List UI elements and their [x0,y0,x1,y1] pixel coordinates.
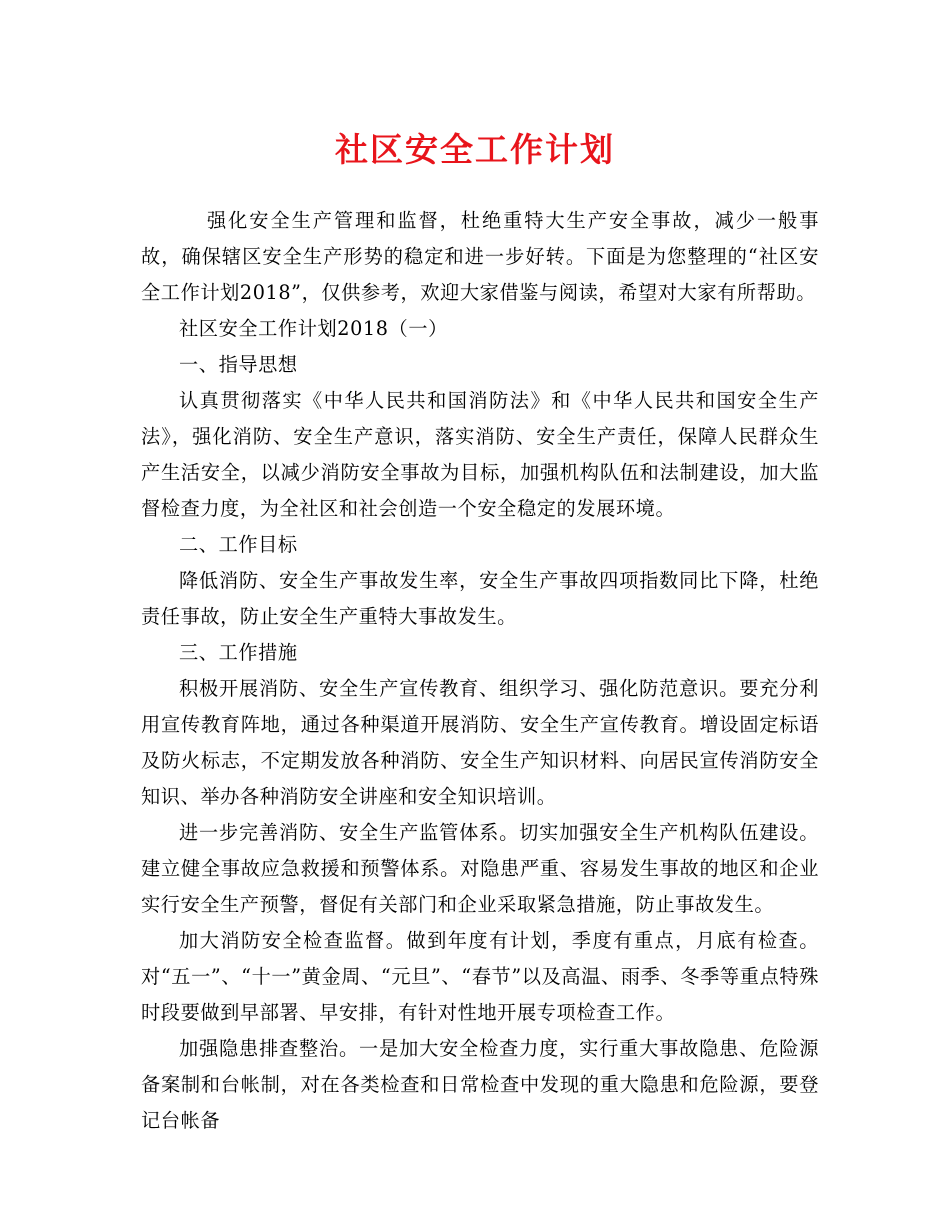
section-heading-plan-one: 社区安全工作计划2018（一） [179,317,448,340]
section-heading-work-goals: 二、工作目标 [179,533,298,556]
section-heading-guiding-thought: 一、指导思想 [179,353,298,376]
document-title: 社区安全工作计划 [335,130,615,169]
paragraph-measure-inspection: 加大消防安全检查监督。做到年度有计划，季度有重点，月底有检查。对“五一”、“十一”黄金周、“元旦”、“春节”以及高温、雨季、冬季等重点特殊时段要做到早部署、早安排，有针对性地开展专项检查工作。 [141,929,819,1024]
paragraph-measure-publicity: 积极开展消防、安全生产宣传教育、组织学习、强化防范意识。要充分利用宣传教育阵地，通过各种渠道开展消防、安全生产宣传教育。增设固定标语及防火标志，不定期发放各种消防、安全生产知识材料、向居民宣传消防安全知识、举办各种消防安全讲座和安全知识培训。 [141,677,819,808]
paragraph-measure-hazard-rectification: 加强隐患排查整治。一是加大安全检查力度，实行重大事故隐患、危险源备案制和台帐制，对在各类检查和日常检查中发现的重大隐患和危险源，要登记台帐备 [141,1037,819,1132]
intro-paragraph: 强化安全生产管理和监督，杜绝重特大生产安全事故，减少一般事故，确保辖区安全生产形势的稳定和进一步好转。下面是为您整理的“社区安全工作计划2018”，仅供参考，欢迎大家借鉴与阅读，希望对大家有所帮助。 [141,209,819,304]
document-body [141,203,819,1139]
section-heading-work-measures: 三、工作措施 [179,641,298,664]
paragraph-guiding-thought: 认真贯彻落实《中华人民共和国消防法》和《中华人民共和国安全生产法》，强化消防、安全生产意识，落实消防、安全生产责任，保障人民群众生产生活安全，以减少消防安全事故为目标，加强机构队伍和法制建设，加大监督检查力度，为全社区和社会创造一个安全稳定的发展环境。 [141,389,819,520]
paragraph-work-goals: 降低消防、安全生产事故发生率，安全生产事故四项指数同比下降，杜绝责任事故，防止安全生产重特大事故发生。 [141,569,819,628]
paragraph-measure-supervision-system: 进一步完善消防、安全生产监管体系。切实加强安全生产机构队伍建设。建立健全事故应急救援和预警体系。对隐患严重、容易发生事故的地区和企业实行安全生产预警，督促有关部门和企业采取紧急措施，防止事故发生。 [141,821,819,916]
